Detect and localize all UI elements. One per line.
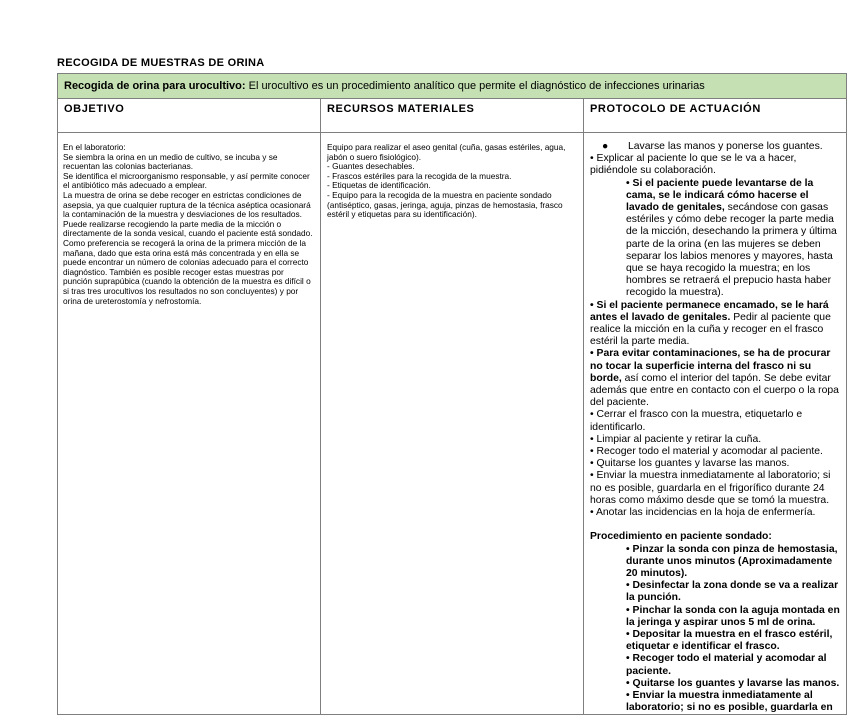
sondado-step: • Recoger todo el material y acomodar al paciente. bbox=[626, 653, 827, 677]
protocol-step bbox=[590, 178, 840, 300]
banner-text: El urocultivo es un procedimiento analítico que permite el diagnóstico de infecciones urinarias bbox=[245, 80, 705, 92]
recursos-line: - Etiquetas de identificación. bbox=[327, 180, 431, 191]
protocol-step-text: Pedir al paciente que realice la micción en la cuña y recoger en el frasco estéril la parte media. bbox=[590, 311, 831, 348]
objetivo-line: Se siembra la orina en un medio de cultivo, se incuba y se recuentan las colonias bacterianas. bbox=[63, 151, 278, 172]
document-title: RECOGIDA DE MUESTRAS DE ORINA bbox=[57, 57, 265, 69]
sondado-step: • Pinchar la sonda con la aguja montada en la jeringa y aspirar unos 5 ml de orina. bbox=[626, 604, 840, 628]
protocolo-cell bbox=[584, 133, 847, 715]
sondado-title: Procedimiento en paciente sondado: bbox=[590, 531, 772, 543]
header-recursos: RECURSOS MATERIALES bbox=[321, 99, 584, 133]
protocol-step-text: Lavarse las manos y ponerse los guantes. bbox=[628, 141, 823, 152]
header-protocolo: PROTOCOLO DE ACTUACIÓN bbox=[584, 99, 847, 133]
sondado-step: • Enviar la muestra inmediatamente al laboratorio; si no es posible, guardarla en bbox=[626, 689, 833, 714]
protocol-step: • Enviar la muestra inmediatamente al laboratorio; si no es posible, guardarla en el frigorífico durante 24 horas como máximo desde que se tomó la muestra. bbox=[590, 470, 831, 506]
protocol-step-text: secándose con gasas estériles y cómo debe recoger la parte media de la micción, desechando la primera y última parte de la orina (en las mujeres se deben separar los labios menores y mayores, hasta que se haya recogido la muestra; en los hombres se retraerá el prepucio hasta haber recogido la muestra). bbox=[626, 202, 837, 299]
objetivo-cell bbox=[58, 133, 321, 715]
objetivo-line: La muestra de orina se debe recoger en estrictas condiciones de asepsia, ya que cualquier ruptura de la técnica aséptica ocasionará la contaminación de la muestra y desviaciones de los resultados. bbox=[63, 189, 311, 220]
protocol-step-bold: • Si el paciente puede levantarse de la cama, se le indicará cómo hacerse el lavado de genitales, bbox=[626, 177, 814, 214]
protocol-step bbox=[590, 300, 840, 349]
recursos-line: Equipo para realizar el aseo genital (cuña, gasas estériles, agua, jabón o suero fisiológico). bbox=[327, 142, 566, 162]
protocol-step-bold: • Para evitar contaminaciones, se ha de procurar no tocar la superficie interna del frasco ni su borde, bbox=[590, 348, 831, 384]
objetivo-line: Puede realizarse recogiendo la parte media de la micción o directamente de la sonda vesical, cuando el paciente está sondado. Como preferencia se recogerá la orina de la primera micción de la mañana, dado que esta orina está más concentrada y en ella se puede encontrar un número de colonias adecuado para el correcto diagnóstico. También es posible recoger estas muestras por punción suprapúbica (cuando la obtención de la muestra es difícil o si tras tres urocultivos los resultados no son concluyentes) y por orina de ureterostomía y nefrostomía. bbox=[63, 218, 313, 306]
sondado-step: • Desinfectar la zona donde se va a realizar la punción. bbox=[626, 580, 839, 604]
protocol-step: • Anotar las incidencias en la hoja de enfermería. bbox=[590, 507, 816, 519]
protocol-step bbox=[590, 141, 840, 153]
protocol-table bbox=[57, 73, 847, 715]
protocol-step-bold: • Si el paciente permanece encamado, se le hará antes el lavado de genitales. bbox=[590, 299, 829, 323]
banner-label: Recogida de orina para urocultivo: bbox=[64, 80, 246, 92]
recursos-line: - Equipo para la recogida de la muestra en paciente sondado (antiséptico, gasas, jeringa, aguja, pinzas de hemostasia, frasco estéril y etiquetas para su identificación). bbox=[327, 189, 563, 220]
sondado-step: • Pinzar la sonda con pinza de hemostasia, durante unos minutos (Aproximadamente 20 minutos). bbox=[626, 543, 838, 579]
recursos-line: - Guantes desechables. bbox=[327, 161, 415, 172]
recursos-line: - Frascos estériles para la recogida de la muestra. bbox=[327, 170, 512, 181]
protocol-step: • Quitarse los guantes y lavarse las manos. bbox=[590, 458, 790, 470]
protocol-step: • Recoger todo el material y acomodar al paciente. bbox=[590, 446, 823, 458]
protocol-step: • Cerrar el frasco con la muestra, etiquetarlo e identificarlo. bbox=[590, 409, 803, 433]
sondado-step: • Quitarse los guantes y lavarse las manos. bbox=[626, 677, 840, 689]
intro-banner bbox=[58, 74, 847, 99]
protocol-step: • Explicar al paciente lo que se le va a hacer, pidiéndole su colaboración. bbox=[590, 153, 797, 177]
bullet-icon: ● bbox=[602, 141, 609, 152]
recursos-cell bbox=[321, 133, 584, 715]
protocol-step bbox=[590, 348, 840, 409]
header-objetivo: OBJETIVO bbox=[58, 99, 321, 133]
sondado-step: • Depositar la muestra en el frasco estéril, etiquetar e identificar el frasco. bbox=[626, 628, 833, 653]
protocol-step-text: así como el interior del tapón. Se debe evitar además que entre en contacto con el cuerpo o la ropa del paciente. bbox=[590, 372, 839, 409]
objetivo-line: En el laboratorio: bbox=[63, 142, 126, 152]
protocol-step: • Limpiar al paciente y retirar la cuña. bbox=[590, 433, 762, 445]
objetivo-line: Se identifica el microorganismo responsable, y así permite conocer el antibiótico más adecuado a emplear. bbox=[63, 170, 310, 191]
